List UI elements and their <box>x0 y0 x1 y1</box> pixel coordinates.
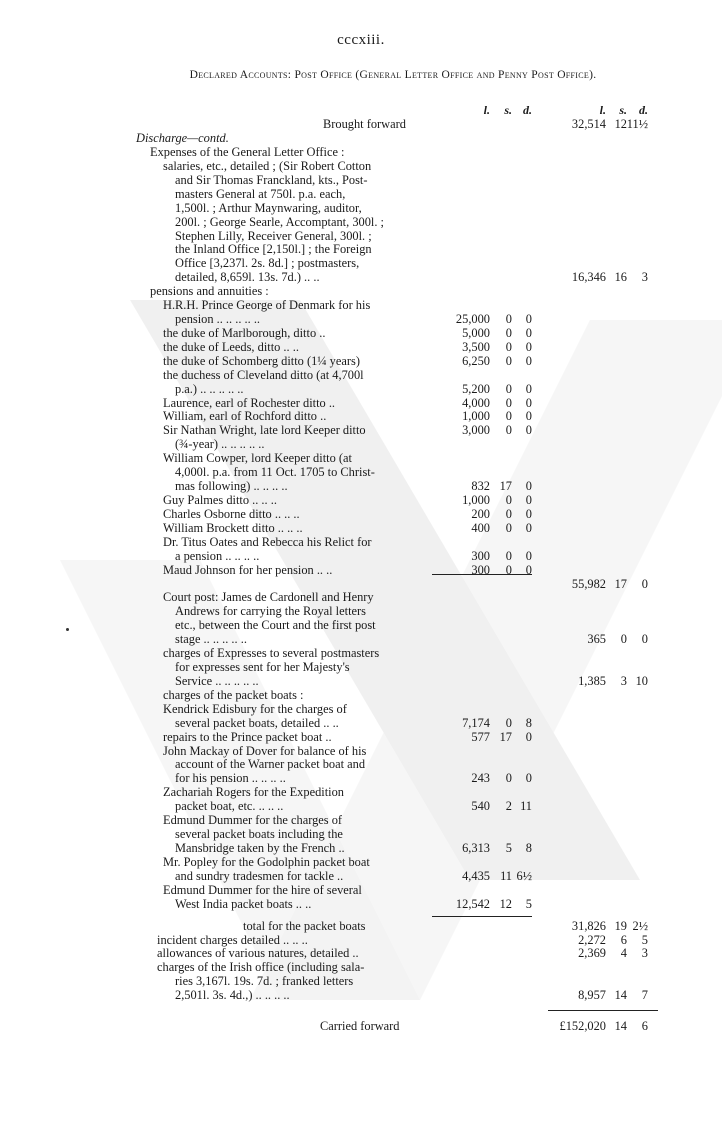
amount-pounds: 31,826 <box>571 919 606 933</box>
line-text: allowances of various natures, detailed .. <box>157 946 359 960</box>
account-line <box>0 549 722 563</box>
line-text: 1,500l. ; Arthur Maynwaring, auditor, <box>175 201 362 215</box>
amount-pence: 10 <box>635 674 648 688</box>
amount-pounds: 577 <box>471 730 490 744</box>
line-text: repairs to the Prince packet boat .. <box>163 730 332 744</box>
amount-pence: 0 <box>525 563 532 577</box>
amount-shillings: 17 <box>499 479 512 493</box>
amount-pounds: 1,000 <box>462 493 490 507</box>
account-line <box>0 493 722 507</box>
line-text: incident charges detailed .. .. .. <box>157 933 308 947</box>
amount-shillings: 6 <box>620 933 627 947</box>
account-line <box>0 229 722 243</box>
amount-pounds: 832 <box>471 479 490 493</box>
line-text: and sundry tradesmen for tackle .. <box>175 869 344 883</box>
account-line <box>0 159 722 173</box>
amount-pounds: £152,020 <box>559 1019 606 1033</box>
amount-pounds: 200 <box>471 507 490 521</box>
header-shillings: s. <box>504 103 512 117</box>
amount-pounds: 365 <box>587 632 606 646</box>
account-line <box>0 785 722 799</box>
account-line <box>0 933 722 947</box>
amount-pounds: 6,313 <box>462 841 490 855</box>
carried-forward-rule <box>548 1010 658 1011</box>
amount-pence: 7 <box>641 988 648 1002</box>
amount-pounds: 55,982 <box>571 577 606 591</box>
line-text: Edmund Dummer for the hire of several <box>163 883 362 897</box>
account-line <box>0 396 722 410</box>
account-line <box>0 507 722 521</box>
amount-pounds: 25,000 <box>455 312 490 326</box>
amount-shillings: 17 <box>614 577 627 591</box>
line-text: mas following) .. .. .. .. <box>175 479 288 493</box>
subtotal-rule <box>432 574 532 575</box>
line-text: Maud Johnson for her pension .. .. <box>163 563 333 577</box>
line-text: 2,501l. 3s. 4d.,) .. .. .. .. <box>175 988 290 1002</box>
amount-shillings: 0 <box>505 409 512 423</box>
account-line <box>0 423 722 437</box>
amount-shillings: 0 <box>505 326 512 340</box>
amount-pence: 0 <box>525 549 532 563</box>
amount-pence: 0 <box>525 479 532 493</box>
amount-pounds: 32,514 <box>571 117 606 131</box>
amount-shillings: 5 <box>505 841 512 855</box>
header-pounds: l. <box>599 103 606 117</box>
brought-forward-label: Brought forward <box>323 117 406 131</box>
account-line <box>0 284 722 298</box>
carried-forward-row <box>0 1019 722 1033</box>
line-text: several packet boats including the <box>175 827 343 841</box>
line-text: Service .. .. .. .. .. <box>175 674 259 688</box>
amount-pence: 5 <box>525 897 532 911</box>
account-line <box>0 590 722 604</box>
amount-pence: 0 <box>641 577 648 591</box>
amount-pence: 0 <box>525 730 532 744</box>
account-line <box>0 869 722 883</box>
account-line <box>0 451 722 465</box>
line-text: the duke of Schomberg ditto (1¼ years) <box>163 354 360 368</box>
amount-pounds: 2,369 <box>578 946 606 960</box>
amount-shillings: 12 <box>499 897 512 911</box>
line-text: Office [3,237l. 2s. 8d.] ; postmasters, <box>175 256 360 270</box>
line-text: pension .. .. .. .. .. <box>175 312 261 326</box>
amount-pence: 11½ <box>626 117 648 131</box>
line-text: H.R.H. Prince George of Denmark for his <box>163 298 371 312</box>
line-text: Stephen Lilly, Receiver General, 300l. ; <box>175 229 372 243</box>
amount-pence: 6½ <box>516 869 532 883</box>
account-line <box>0 187 722 201</box>
line-text: pensions and annuities : <box>150 284 269 298</box>
amount-pence: 0 <box>525 396 532 410</box>
amount-pounds: 2,272 <box>578 933 606 947</box>
amount-shillings: 0 <box>505 521 512 535</box>
line-text: Zachariah Rogers for the Expedition <box>163 785 344 799</box>
account-line <box>0 799 722 813</box>
line-text: etc., between the Court and the first post <box>175 618 376 632</box>
account-line <box>0 368 722 382</box>
line-text: ries 3,167l. 19s. 7d. ; franked letters <box>175 974 354 988</box>
amount-pence: 8 <box>525 716 532 730</box>
amount-pence: 0 <box>525 521 532 535</box>
subtotal-rule <box>432 916 532 917</box>
line-text: account of the Warner packet boat and <box>175 757 366 771</box>
amount-pence: 0 <box>641 632 648 646</box>
account-line <box>0 521 722 535</box>
amount-pence: 11 <box>520 799 532 813</box>
account-line <box>0 946 722 960</box>
header-pounds: l. <box>483 103 490 117</box>
amount-shillings: 0 <box>505 563 512 577</box>
amount-pounds: 540 <box>471 799 490 813</box>
account-line <box>0 382 722 396</box>
account-line <box>0 660 722 674</box>
line-text: Court post: James de Cardonell and Henry <box>163 590 374 604</box>
line-text: Edmund Dummer for the charges of <box>163 813 343 827</box>
line-text: Expenses of the General Letter Office : <box>150 145 345 159</box>
page-number: cccxiii. <box>337 32 385 48</box>
line-text: John Mackay of Dover for balance of his <box>163 744 367 758</box>
amount-pence: 3 <box>641 946 648 960</box>
amount-shillings: 0 <box>505 312 512 326</box>
account-line <box>0 883 722 897</box>
account-line <box>0 326 722 340</box>
line-text: charges of the Irish office (including sala- <box>157 960 365 974</box>
line-text: William Brockett ditto .. .. .. <box>163 521 303 535</box>
amount-pounds: 3,000 <box>462 423 490 437</box>
line-text: a pension .. .. .. .. <box>175 549 260 563</box>
amount-shillings: 12 <box>614 117 627 131</box>
account-line <box>0 465 722 479</box>
account-line <box>0 256 722 270</box>
line-text: 200l. ; George Searle, Accomptant, 300l. ; <box>175 215 384 229</box>
line-text: the duke of Leeds, ditto .. .. <box>163 340 299 354</box>
account-line <box>0 479 722 493</box>
amount-shillings: 16 <box>614 270 627 284</box>
account-line <box>0 535 722 549</box>
account-line <box>0 340 722 354</box>
account-line <box>0 604 722 618</box>
amount-pence: 0 <box>525 312 532 326</box>
line-text: Guy Palmes ditto .. .. .. <box>163 493 277 507</box>
account-line <box>0 298 722 312</box>
section-heading: Discharge—contd. <box>136 131 229 145</box>
amount-pounds: 400 <box>471 521 490 535</box>
account-line <box>0 688 722 702</box>
account-line <box>0 145 722 159</box>
amount-pounds: 7,174 <box>462 716 490 730</box>
amount-pence: 0 <box>525 409 532 423</box>
line-text: p.a.) .. .. .. .. .. <box>175 382 244 396</box>
line-text: packet boat, etc. .. .. .. <box>175 799 284 813</box>
account-line <box>0 744 722 758</box>
account-line <box>0 855 722 869</box>
line-text: charges of Expresses to several postmasters <box>163 646 380 660</box>
amount-pounds: 1,385 <box>578 674 606 688</box>
amount-shillings: 3 <box>620 674 627 688</box>
amount-pence: 0 <box>525 382 532 396</box>
amount-shillings: 17 <box>499 730 512 744</box>
line-text: for his pension .. .. .. .. <box>175 771 286 785</box>
amount-shillings: 0 <box>505 549 512 563</box>
account-line <box>0 437 722 451</box>
line-text: William, earl of Rochford ditto .. <box>163 409 327 423</box>
line-text: Charles Osborne ditto .. .. .. <box>163 507 300 521</box>
line-text: West India packet boats .. .. <box>175 897 312 911</box>
amount-pounds: 1,000 <box>462 409 490 423</box>
line-text: charges of the packet boats : <box>163 688 304 702</box>
line-text: total for the packet boats <box>243 919 366 933</box>
header-pence: d. <box>523 103 532 117</box>
line-text: Andrews for carrying the Royal letters <box>175 604 366 618</box>
amount-pounds: 5,000 <box>462 326 490 340</box>
amount-shillings: 14 <box>614 1019 627 1033</box>
amount-pence: 0 <box>525 340 532 354</box>
line-text: Mr. Popley for the Godolphin packet boat <box>163 855 370 869</box>
line-text: detailed, 8,659l. 13s. 7d.) .. .. <box>175 270 320 284</box>
amount-shillings: 0 <box>505 382 512 396</box>
account-line <box>0 409 722 423</box>
account-line <box>0 312 722 326</box>
account-line <box>0 897 722 911</box>
amount-shillings: 2 <box>505 799 512 813</box>
account-line <box>0 716 722 730</box>
account-line <box>0 919 722 933</box>
amount-pence: 3 <box>641 270 648 284</box>
amount-pounds: 8,957 <box>578 988 606 1002</box>
amount-shillings: 0 <box>505 771 512 785</box>
page-title: Declared Accounts: Post Office (General Letter Office and Penny Post Office). <box>189 69 597 81</box>
amount-shillings: 0 <box>505 507 512 521</box>
amount-pence: 2½ <box>632 919 648 933</box>
header-shillings: s. <box>619 103 627 117</box>
brought-forward-row <box>0 117 722 131</box>
line-text: the duke of Marlborough, ditto .. <box>163 326 326 340</box>
amount-pence: 8 <box>525 841 532 855</box>
line-text: Sir Nathan Wright, late lord Keeper ditto <box>163 423 366 437</box>
account-line <box>0 757 722 771</box>
amount-pounds: 12,542 <box>455 897 490 911</box>
account-line <box>0 646 722 660</box>
line-text: the Inland Office [2,150l.] ; the Foreign <box>175 242 372 256</box>
account-line <box>0 215 722 229</box>
account-line <box>0 242 722 256</box>
amount-pounds: 4,000 <box>462 396 490 410</box>
amount-shillings: 0 <box>505 340 512 354</box>
line-text: masters General at 750l. p.a. each, <box>175 187 346 201</box>
amount-pence: 5 <box>641 933 648 947</box>
amount-pence: 0 <box>525 507 532 521</box>
line-text: salaries, etc., detailed ; (Sir Robert Cotton <box>163 159 372 173</box>
amount-pence: 0 <box>525 771 532 785</box>
section-heading-row <box>0 131 722 145</box>
line-text: Mansbridge taken by the French .. <box>175 841 345 855</box>
account-line <box>0 988 722 1002</box>
account-line <box>0 618 722 632</box>
line-text: 4,000l. p.a. from 11 Oct. 1705 to Christ- <box>175 465 375 479</box>
line-text: for expresses sent for her Majesty's <box>175 660 350 674</box>
account-line <box>0 270 722 284</box>
line-text: Kendrick Edisbury for the charges of <box>163 702 347 716</box>
account-line <box>0 632 722 646</box>
amount-shillings: 14 <box>614 988 627 1002</box>
amount-shillings: 0 <box>505 716 512 730</box>
account-line <box>0 563 722 577</box>
amount-shillings: 11 <box>500 869 512 883</box>
amount-shillings: 0 <box>505 493 512 507</box>
amount-pence: 6 <box>641 1019 648 1033</box>
line-text: William Cowper, lord Keeper ditto (at <box>163 451 352 465</box>
line-text: (¾-year) .. .. .. .. .. <box>175 437 265 451</box>
amount-pence: 0 <box>525 326 532 340</box>
amount-pounds: 6,250 <box>462 354 490 368</box>
account-line <box>0 201 722 215</box>
account-line <box>0 702 722 716</box>
account-line <box>0 771 722 785</box>
amount-pounds: 16,346 <box>571 270 606 284</box>
amount-shillings: 19 <box>614 919 627 933</box>
amount-pounds: 300 <box>471 563 490 577</box>
stray-mark <box>66 628 69 631</box>
account-line <box>0 813 722 827</box>
amount-pounds: 3,500 <box>462 340 490 354</box>
account-line <box>0 173 722 187</box>
line-text: and Sir Thomas Franckland, kts., Post- <box>175 173 368 187</box>
account-line <box>0 674 722 688</box>
amount-pounds: 4,435 <box>462 869 490 883</box>
amount-shillings: 0 <box>620 632 627 646</box>
account-line <box>0 730 722 744</box>
line-text: several packet boats, detailed .. .. <box>175 716 339 730</box>
amount-pounds: 300 <box>471 549 490 563</box>
account-line <box>0 827 722 841</box>
account-line <box>0 354 722 368</box>
amount-shillings: 0 <box>505 423 512 437</box>
column-headers <box>0 103 722 117</box>
amount-pence: 0 <box>525 423 532 437</box>
amount-pence: 0 <box>525 354 532 368</box>
line-text: the duchess of Cleveland ditto (at 4,700l <box>163 368 364 382</box>
account-line <box>0 974 722 988</box>
amount-shillings: 0 <box>505 354 512 368</box>
account-line <box>0 577 722 591</box>
amount-pence: 0 <box>525 493 532 507</box>
account-line <box>0 960 722 974</box>
amount-pounds: 5,200 <box>462 382 490 396</box>
amount-shillings: 4 <box>620 946 627 960</box>
amount-pounds: 243 <box>471 771 490 785</box>
header-pence: d. <box>639 103 648 117</box>
line-text: Dr. Titus Oates and Rebecca his Relict for <box>163 535 372 549</box>
account-line <box>0 841 722 855</box>
carried-forward-label: Carried forward <box>320 1019 400 1033</box>
amount-shillings: 0 <box>505 396 512 410</box>
line-text: stage .. .. .. .. .. <box>175 632 247 646</box>
line-text: Laurence, earl of Rochester ditto .. <box>163 396 336 410</box>
